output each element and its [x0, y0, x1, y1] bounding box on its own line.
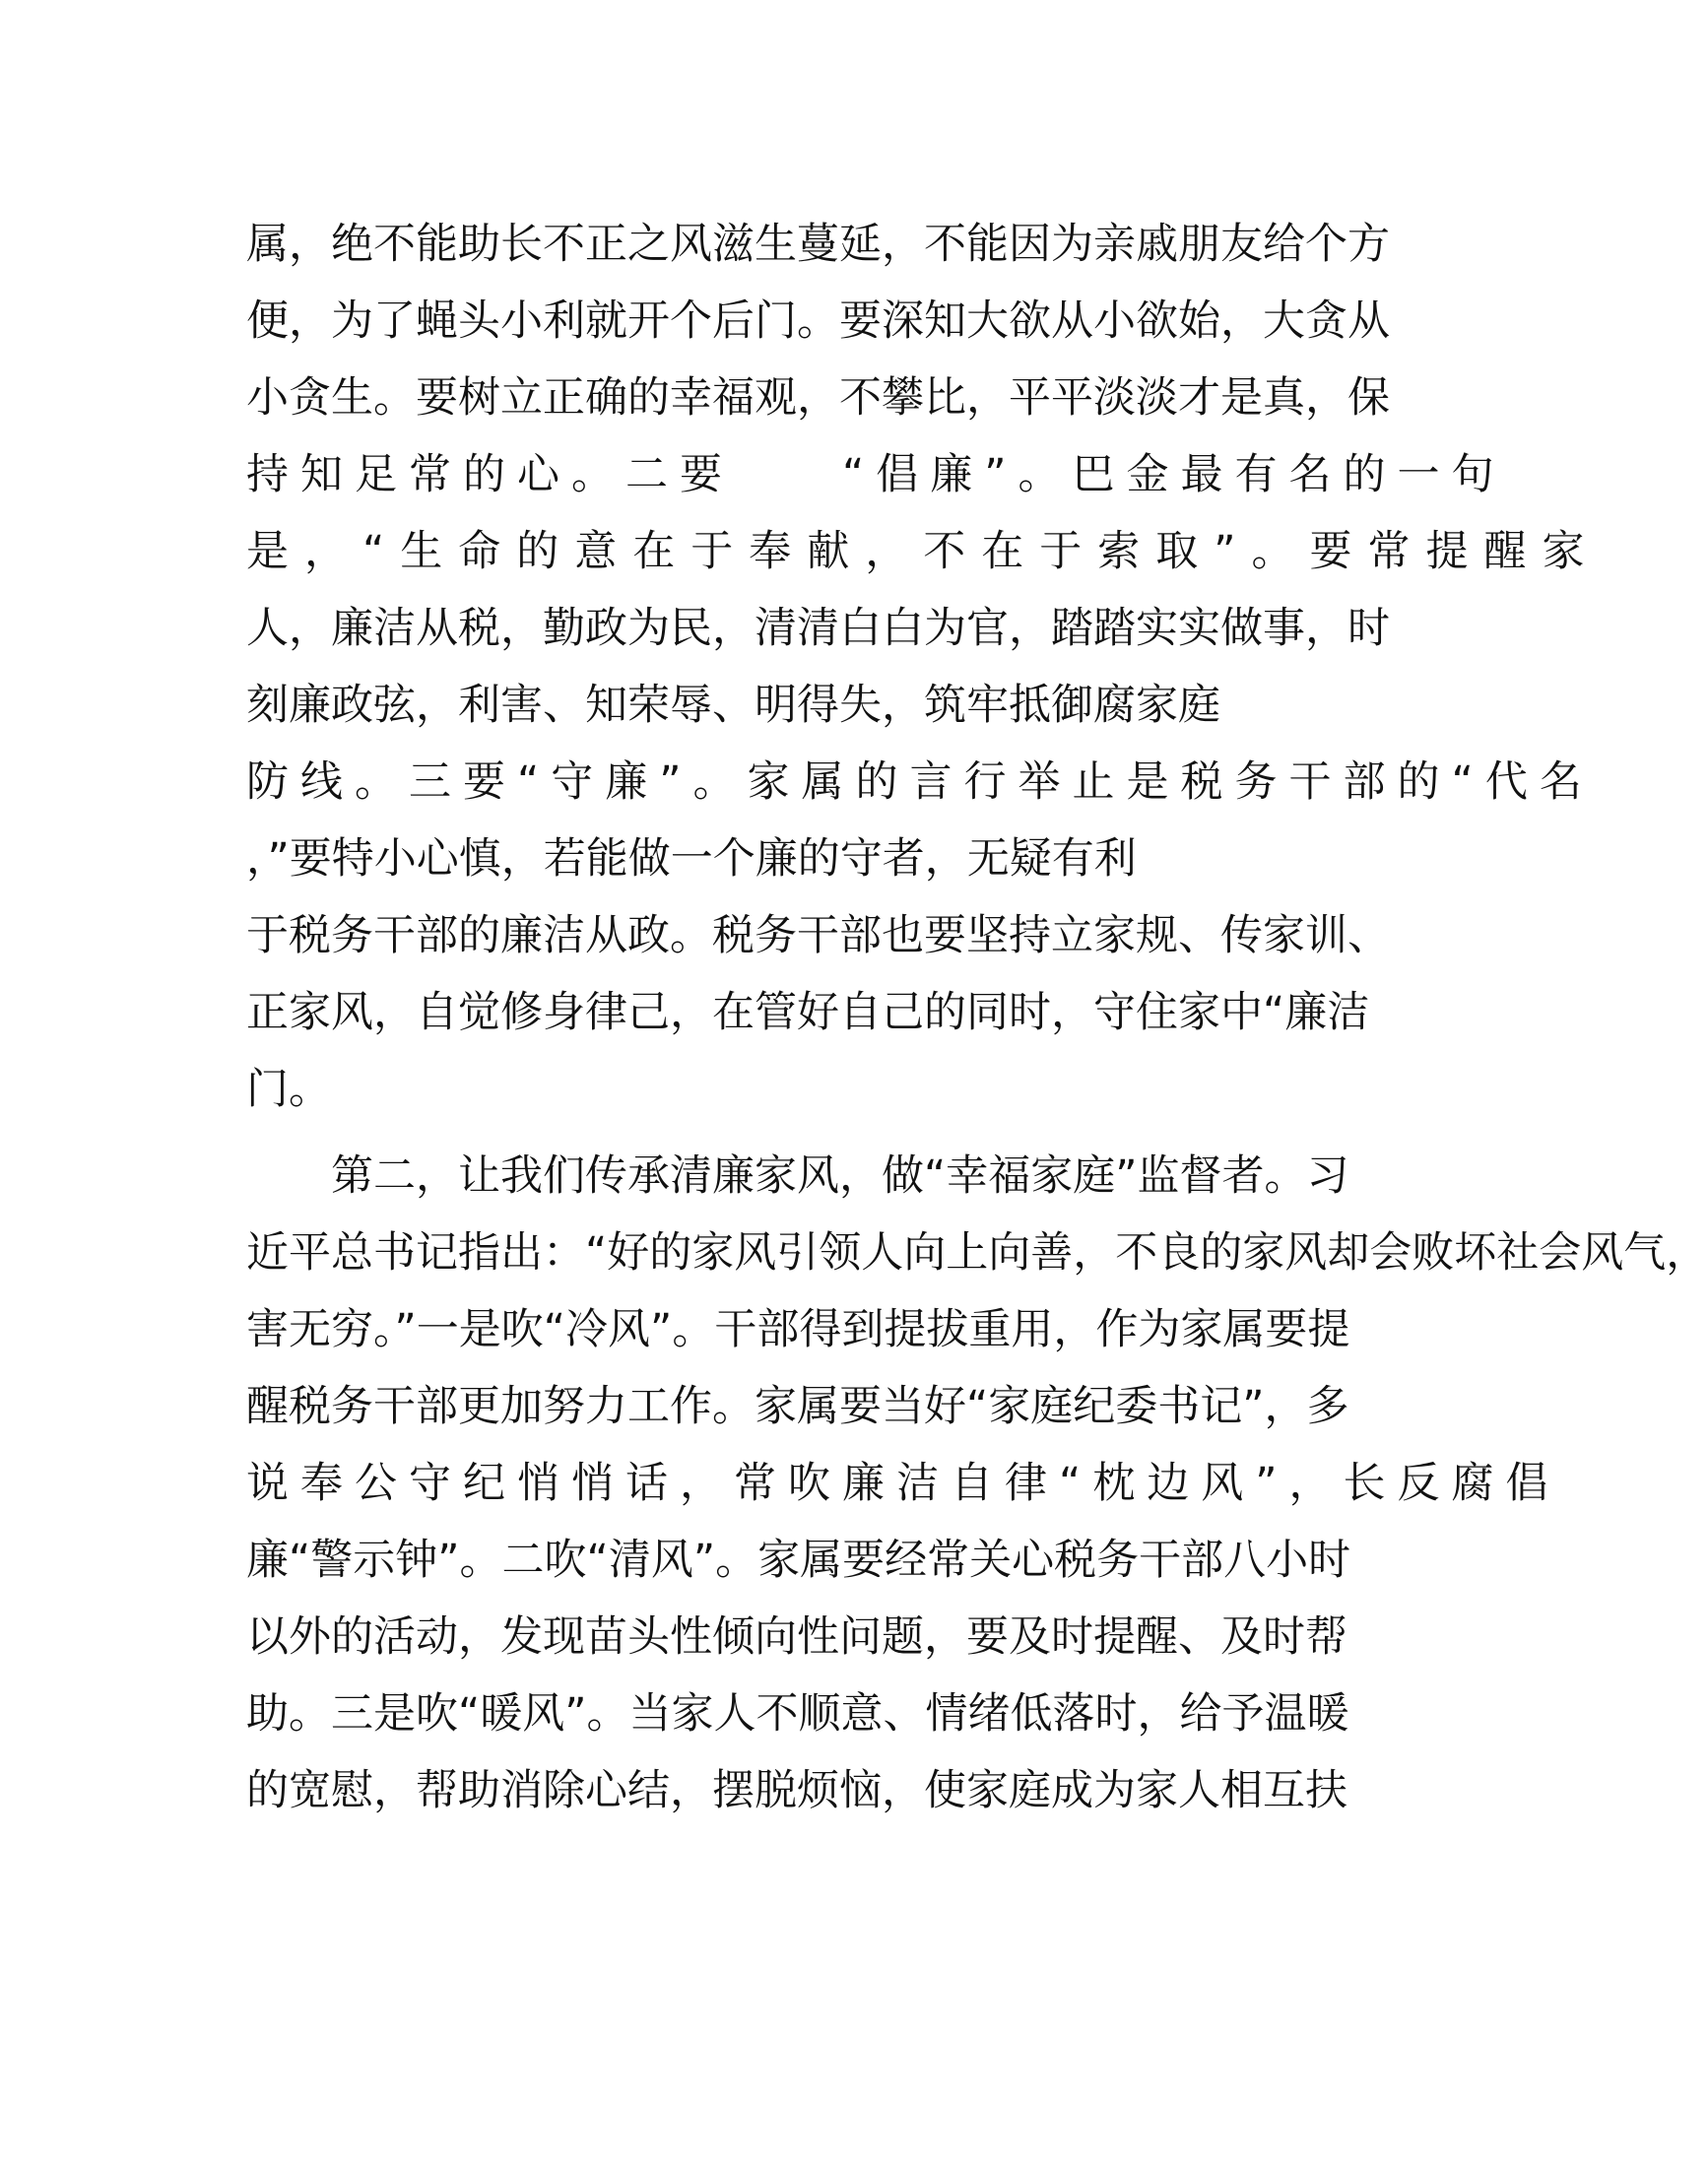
text-line: 害无穷。”一是吹“冷风”。干部得到提拔重用，作为家属要提 [246, 1305, 1350, 1354]
text-line: ，”要特小心慎，若能做一个廉的守者，无疑有利 [246, 834, 1137, 884]
text-line: 持知足常的心。二要 “倡廉”。巴金最有名的一句 [246, 450, 1506, 499]
text-line: 小贪生。要树立正确的幸福观，不攀比，平平淡淡才是真，保 [246, 373, 1390, 423]
text-line: 门。 [246, 1065, 331, 1114]
text-line: 于税务干部的廉洁从政。税务干部也要坚持立家规、传家训、 [246, 911, 1390, 960]
paragraph-start-line: 第二，让我们传承清廉家风，做“幸福家庭”监督者。习 [246, 1151, 1349, 1201]
text-line: 近平总书记指出：“好的家风引领人向上向善，不良的家风却会败坏社会风气， [246, 1228, 1708, 1278]
text-line: 以外的活动，发现苗头性倾向性问题，要及时提醒、及时帮 [246, 1612, 1347, 1662]
text-line: 正家风，自觉修身律己，在管好自己的同时，守住家中“廉洁 [246, 988, 1370, 1037]
text-line: 属，绝不能助长不正之风滋生蔓延，不能因为亲戚朋友给个方 [246, 220, 1390, 269]
text-line: 的宽慰，帮助消除心结，摆脱烦恼，使家庭成为家人相互扶 [246, 1766, 1347, 1815]
text-line: 醒税务干部更加努力工作。家属要当好“家庭纪委书记”，多 [246, 1382, 1349, 1431]
text-line: 防线。三要“守廉”。家属的言行举止是税务干部的“代名 [246, 757, 1594, 807]
text-line: 便，为了蝇头小利就开个后门。要深知大欲从小欲始，大贪从 [246, 296, 1390, 346]
text-line: 廉“警示钟”。二吹“清风”。家属要经常关心税务干部八小时 [246, 1536, 1351, 1585]
text-line: 是，“生命的意在于奉献，不在于索取”。要常提醒家 [246, 527, 1601, 576]
text-line: 刻廉政弦，利害、知荣辱、明得失，筑牢抵御腐家庭 [246, 681, 1220, 730]
text-line: 助。三是吹“暖风”。当家人不顺意、情绪低落时，给予温暖 [246, 1689, 1349, 1739]
text-line: 说奉公守纪悄悄话，常吹廉洁自律“枕边风”，长反腐倡 [246, 1459, 1560, 1508]
text-line: 人，廉洁从税，勤政为民，清清白白为官，踏踏实实做事，时 [246, 604, 1390, 653]
